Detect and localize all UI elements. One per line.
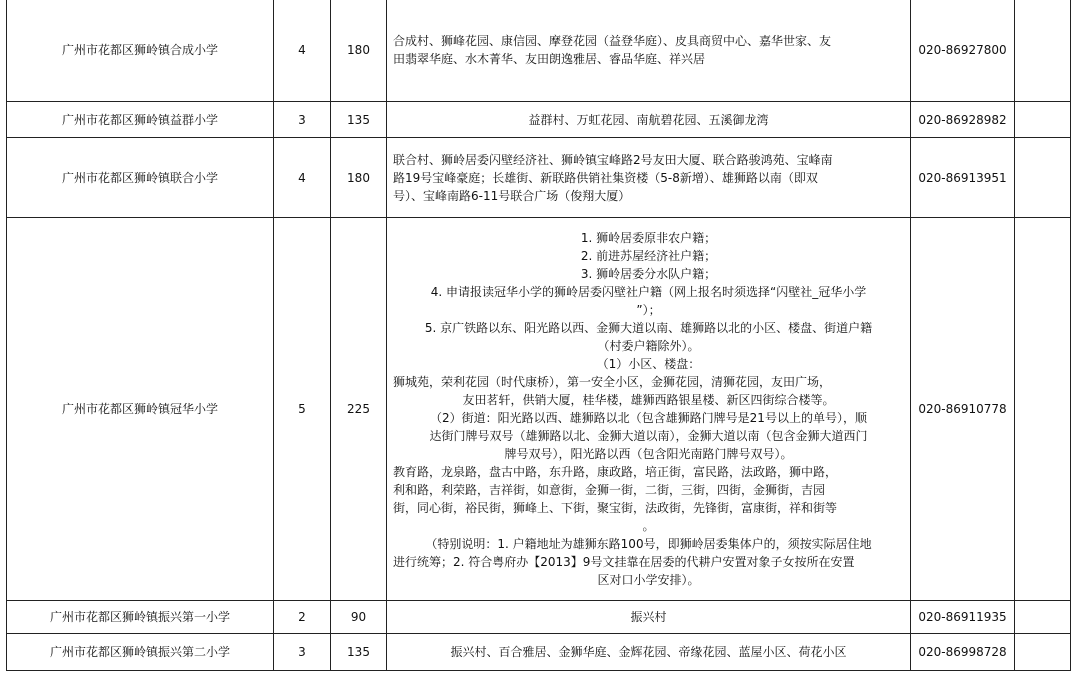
school-district-table: [6, 0, 1071, 671]
student-count-cell: 135: [331, 634, 387, 671]
enrollment-area-line: 合成村、狮峰花园、康信园、摩登花园（益登华庭）、皮具商贸中心、嘉华世家、友: [393, 34, 832, 48]
enrollment-area-line: 达街门牌号双号（雄狮路以北、金狮大道以南），金狮大道以南（包含金狮大道西门: [429, 429, 868, 443]
enrollment-area-line: 狮城苑，荣利花园（时代康桥），第一安全小区，金狮花园，清狮花园，友田广场，: [393, 375, 832, 389]
class-count-cell: 2: [274, 601, 331, 634]
phone-cell: 020-86911935: [911, 601, 1015, 634]
enrollment-area-line: 牌号双号），阳光路以西（包含阳光南路门牌号双号）。: [504, 447, 793, 461]
enrollment-area-line: ”）；: [636, 303, 661, 317]
note-cell: [1015, 138, 1071, 218]
school-name-cell: 广州市花都区狮岭镇合成小学: [7, 0, 274, 102]
phone-cell: 020-86910778: [911, 218, 1015, 601]
phone-cell: 020-86928982: [911, 102, 1015, 138]
enrollment-area-line: 田翡翠华庭、水木菁华、友田朗逸雅居、睿品华庭、祥兴居: [393, 52, 706, 66]
phone-cell: 020-86998728: [911, 634, 1015, 671]
enrollment-area-line: 号）、宝峰南路6-11号联合广场（俊翔大厦）: [393, 188, 631, 203]
note-cell: [1015, 102, 1071, 138]
enrollment-area-line: 利和路，利荣路，吉祥街，如意街，金狮一街，二街，三街，四街，金狮街，吉园: [393, 483, 826, 497]
school-name-cell: 广州市花都区狮岭镇振兴第一小学: [7, 601, 274, 634]
note-cell: [1015, 601, 1071, 634]
enrollment-area-line: 友田茗轩，供销大厦，桂华楼，雄狮西路银星楼、新区四街综合楼等。: [462, 393, 835, 407]
class-count-cell: 3: [274, 102, 331, 138]
enrollment-area-cell: [387, 102, 911, 138]
enrollment-area-line: 益群村、万虹花园、南航碧花园、五溪御龙湾: [528, 112, 769, 127]
enrollment-area-line: 教育路，龙泉路，盘古中路，东升路，康政路，培正街，富民路，法政路，狮中路，: [393, 465, 838, 479]
student-count-cell: 180: [331, 138, 387, 218]
enrollment-area-cell: [387, 0, 911, 102]
class-count-cell: 3: [274, 634, 331, 671]
table-row: [7, 218, 1071, 601]
enrollment-area-line: 振兴村、百合雅居、金狮华庭、金辉花园、帝缘花园、蓝屋小区、荷花小区: [450, 645, 847, 659]
student-count-cell: 225: [331, 218, 387, 601]
enrollment-area-line: 3. 狮岭居委分水队户籍；: [580, 267, 717, 281]
table-row: [7, 102, 1071, 138]
school-name-cell: 广州市花都区狮岭镇冠华小学: [7, 218, 274, 601]
enrollment-area-cell: [387, 218, 911, 601]
class-count-cell: 5: [274, 218, 331, 601]
enrollment-area-line: 1. 狮岭居委原非农户籍；: [580, 231, 717, 245]
enrollment-area-line: 5. 京广铁路以东、阳光路以西、金狮大道以南、雄狮路以北的小区、楼盘、街道户籍: [424, 321, 873, 335]
enrollment-area-line: 路19号宝峰豪庭；长雄街、新联路供销社集资楼（5-8新增）、雄狮路以南（即双: [393, 170, 818, 185]
enrollment-area-line: （2）街道：阳光路以西、雄狮路以北（包含雄狮路门牌号是21号以上的单号），顺: [430, 411, 867, 425]
phone-cell: 020-86913951: [911, 138, 1015, 218]
table-row: [7, 0, 1071, 102]
school-name-cell: 广州市花都区狮岭镇联合小学: [7, 138, 274, 218]
enrollment-area-line: （特别说明：1. 户籍地址为雄狮东路100号，即狮岭居委集体户的，须按实际居住地: [425, 537, 872, 551]
note-cell: [1015, 634, 1071, 671]
enrollment-area-line: 4. 申请报读冠华小学的狮岭居委闪壁社户籍（网上报名时须选择“闪壁社_冠华小学: [430, 285, 867, 299]
enrollment-area-line: 2. 前进苏屋经济社户籍；: [580, 249, 717, 263]
enrollment-area-line: 联合村、狮岭居委闪壁经济社、狮岭镇宝峰路2号友田大厦、联合路骏鸿苑、宝峰南: [393, 152, 833, 167]
enrollment-area-line: 区对口小学安排）。: [597, 573, 700, 587]
note-cell: [1015, 0, 1071, 102]
enrollment-area-cell: [387, 138, 911, 218]
table-row: [7, 634, 1071, 671]
enrollment-area-line: （村委户籍除外）。: [597, 339, 700, 353]
student-count-cell: 180: [331, 0, 387, 102]
enrollment-area-cell: [387, 601, 911, 634]
student-count-cell: 90: [331, 601, 387, 634]
table-row: [7, 138, 1071, 218]
enrollment-area-line: 振兴村: [630, 610, 667, 624]
enrollment-area-line: 进行统筹；2. 符合粤府办【2013】9号文挂靠在居委的代耕户安置对象子女按所在安置: [393, 555, 855, 569]
class-count-cell: 4: [274, 0, 331, 102]
note-cell: [1015, 218, 1071, 601]
enrollment-area-line: 街，同心街，裕民街，狮峰上、下街，聚宝街，法政街，先锋街，富康街，祥和街等: [393, 501, 838, 515]
phone-cell: 020-86927800: [911, 0, 1015, 102]
school-name-cell: 广州市花都区狮岭镇益群小学: [7, 102, 274, 138]
enrollment-area-line: （1）小区、楼盘：: [596, 357, 701, 371]
enrollment-area-line: 。: [642, 519, 655, 533]
school-name-cell: 广州市花都区狮岭镇振兴第二小学: [7, 634, 274, 671]
table-row: [7, 601, 1071, 634]
class-count-cell: 4: [274, 138, 331, 218]
enrollment-area-cell: [387, 634, 911, 671]
student-count-cell: 135: [331, 102, 387, 138]
